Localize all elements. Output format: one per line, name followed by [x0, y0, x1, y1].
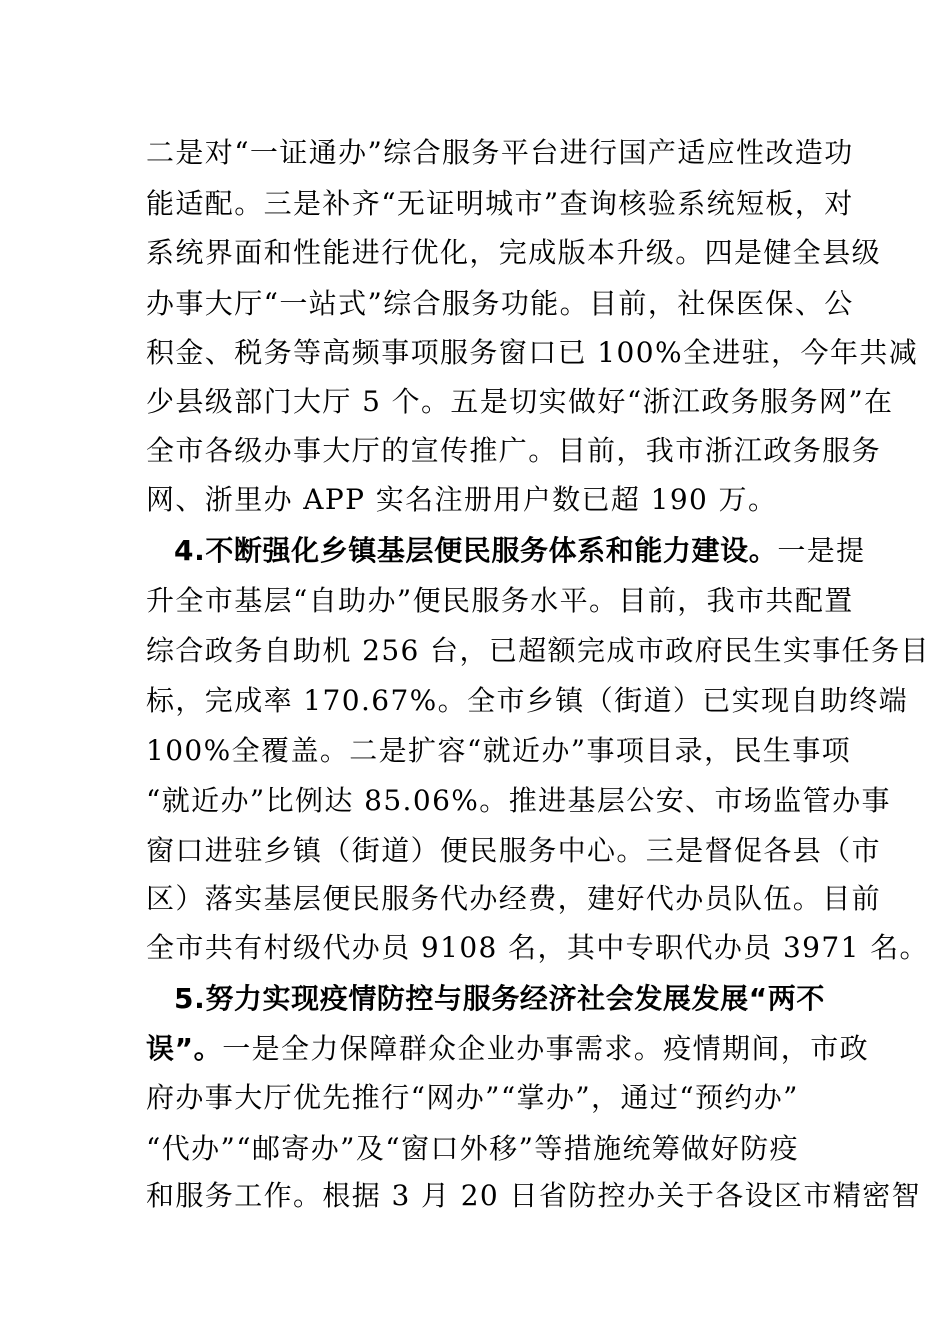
line-text: 少县级部门大厅 5 个。五是切实做好“浙江政务服务网”在 — [146, 385, 894, 418]
text-line-10 — [146, 576, 854, 626]
line-text: 网、浙里办 APP 实名注册用户数已超 190 万。 — [146, 483, 778, 516]
line-text: 升全市基层“自助办”便民服务水平。目前，我市共配置 — [146, 584, 854, 617]
line-text: 100%全覆盖。二是扩容“就近办”事项目录，民生事项 — [146, 734, 852, 767]
line-text: 全市各级办事大厅的宣传推广。目前，我市浙江政务服务 — [146, 434, 882, 467]
section-heading-5 — [174, 974, 825, 1024]
line-text: 系统界面和性能进行优化，完成版本升级。四是健全县级 — [146, 236, 882, 269]
line-heading: 误”。 — [146, 1032, 223, 1065]
line-text: “就近办”比例达 85.06%。推进基层公安、市场监管办事 — [146, 784, 891, 817]
text-line-7 — [146, 426, 882, 476]
line-text: 府办事大厅优先推行“网办”“掌办”，通过“预约办” — [146, 1081, 799, 1114]
text-line-21 — [146, 1124, 806, 1174]
line-text: 全市共有村级代办员 9108 名，其中专职代办员 3971 名。 — [146, 931, 929, 964]
line-text: “代办”“邮寄办”及“窗口外移”等措施统筹做好防疫 — [146, 1132, 799, 1165]
text-line-22 — [146, 1171, 922, 1221]
text-line-19 — [146, 1024, 870, 1074]
text-line-20 — [146, 1073, 806, 1123]
line-heading: 5.努力实现疫情防控与服务经济社会发展发展“两不 — [174, 982, 825, 1015]
text-line-16 — [146, 874, 882, 924]
line-text: 窗口进驻乡镇（街道）便民服务中心。三是督促各县（市 — [146, 834, 882, 867]
line-heading: 4.不断强化乡镇基层便民服务体系和能力建设。 — [174, 534, 778, 567]
text-line-13 — [146, 726, 852, 776]
text-line-15 — [146, 826, 882, 876]
text-line-1 — [146, 128, 854, 178]
line-text: 区）落实基层便民服务代办经费，建好代办员队伍。目前 — [146, 882, 882, 915]
line-text: 一是提 — [777, 534, 866, 567]
text-line-12 — [146, 676, 909, 726]
line-text: 二是对“一证通办”综合服务平台进行国产适应性改造功 — [146, 136, 854, 169]
text-line-3 — [146, 228, 882, 278]
text-line-5 — [146, 328, 919, 378]
line-text: 标，完成率 170.67%。全市乡镇（街道）已实现自助终端 — [146, 684, 909, 717]
text-line-4 — [146, 279, 854, 329]
text-line-17 — [146, 923, 929, 973]
text-line-14 — [146, 776, 891, 826]
line-text: 办事大厅“一站式”综合服务功能。目前，社保医保、公 — [146, 287, 854, 320]
line-text: 和服务工作。根据 3 月 20 日省防控办关于各设区市精密智 — [146, 1179, 922, 1212]
text-line-11 — [146, 626, 930, 676]
line-text: 一是全力保障群众企业办事需求。疫情期间，市政 — [222, 1032, 870, 1065]
text-line-8 — [146, 475, 806, 525]
text-line-6 — [146, 377, 894, 427]
line-text: 积金、税务等高频事项服务窗口已 100%全进驻，今年共减 — [146, 336, 919, 369]
line-text: 综合政务自助机 256 台，已超额完成市政府民生实事任务目 — [146, 634, 930, 667]
text-line-2 — [146, 179, 854, 229]
line-text: 能适配。三是补齐“无证明城市”查询核验系统短板，对 — [146, 187, 854, 220]
section-heading-4 — [174, 526, 866, 576]
